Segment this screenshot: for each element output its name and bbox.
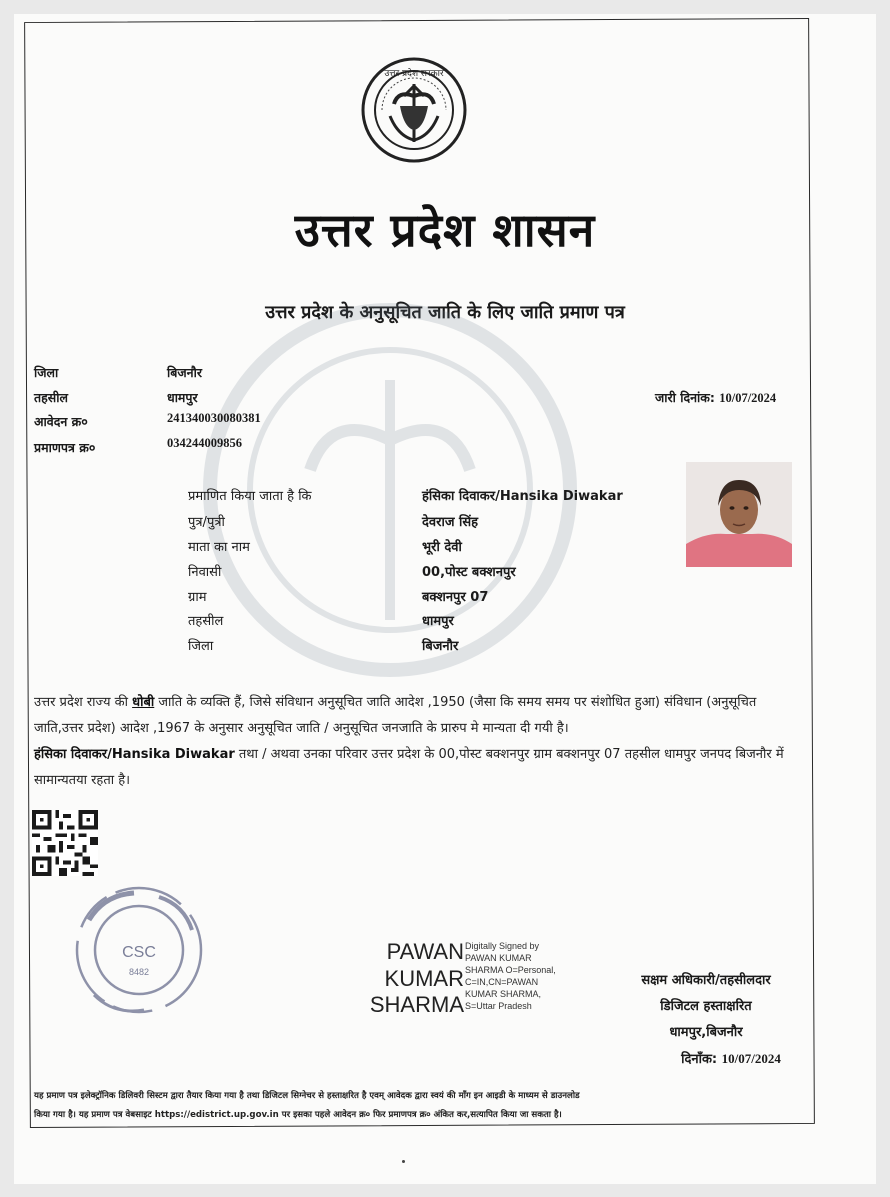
statement-holder-name: हंसिका दिवाकर/Hansika Diwakar (34, 747, 235, 762)
signer-name-line3: SHARMA (369, 992, 464, 1017)
detail-label: तहसील (188, 614, 224, 629)
officer-block (596, 968, 816, 1073)
detail-label: ग्राम (188, 590, 207, 605)
officer-date (596, 1046, 816, 1073)
footer-line1: यह प्रमाण पत्र इलेक्ट्रॉनिक डिलिवरी सिस्टम द्वारा तैयार किया गया है तथा डिजिटल सिग्नेचर से हस्ताक्षरित है एवम् आवेदक द्वारा स्वयं की माँग इन आइडी के माध्यम से डाउनलोड (34, 1091, 580, 1101)
application-number-label: आवेदन क्र० (34, 414, 88, 429)
detail-label: माता का नाम (188, 540, 250, 555)
statement-part2: जाति के व्यक्ति हैं, जिसे संविधान अनुसूचित जाति आदेश ,1950 (जैसा कि समय समय पर संशोधित हुआ) संविधान (अनुसूचित जाति,उत्तर प्रदेश) आदेश ,1967 के अनुसार अनुसूचित जाति / अनुसूचित जनजाति के प्रारुप मे मान्यता दी गयी है। (34, 695, 757, 736)
district-label: जिला (34, 365, 59, 380)
signature-detail-line: C=IN,CN=PAWAN (465, 977, 539, 987)
seal-code: 8482 (128, 967, 150, 977)
tehsil-label: तहसील (34, 390, 68, 405)
signature-detail-line: PAWAN KUMAR (465, 953, 532, 963)
footer-text: किया गया है। यह प्रमाण पत्र वेबसाइट (34, 1110, 155, 1120)
issue-date-value: 10/07/2024 (719, 391, 777, 405)
detail-value: बक्शनपुर 07 (422, 590, 489, 605)
page-title: उत्तर प्रदेश शासन (294, 203, 596, 257)
up-govt-emblem-logo (360, 56, 468, 164)
signer-name-line1: PAWAN (386, 939, 464, 964)
officer-place: धामपुर,बिजनौर (669, 1025, 743, 1040)
certificate-number-label: प्रमाणपत्र क्र० (34, 440, 96, 455)
detail-value: 00,पोस्ट बक्शनपुर (422, 565, 516, 580)
officer-date-label: दिनाँक: (681, 1052, 718, 1067)
signer-name-line2: KUMAR (384, 966, 464, 991)
svg-text:उत्तर प्रदेश सरकार: उत्तर प्रदेश सरकार (384, 69, 444, 79)
official-seal-stamp (64, 875, 214, 1025)
detail-value: देवराज सिंह (422, 515, 479, 530)
officer-title: सक्षम अधिकारी/तहसीलदार (641, 973, 771, 988)
scan-speck (402, 1160, 405, 1163)
caste-name: धोबी (132, 695, 155, 710)
seal-text: CSC (122, 944, 156, 961)
detail-label: निवासी (188, 565, 222, 580)
district-value: बिजनौर (167, 365, 202, 380)
footer-text: पर इसका पहले आवेदन क्र० फिर प्रमाणपत्र क्र० अंकित कर,सत्यापित किया जा सकता है। (278, 1110, 562, 1120)
application-number-value: 241340030080381 (167, 411, 261, 425)
officer-date-value: 10/07/2024 (721, 1051, 781, 1066)
signature-detail-line: Digitally Signed by (465, 941, 540, 951)
detail-label: जिला (188, 639, 214, 654)
signature-detail-line: KUMAR SHARMA, (465, 989, 542, 999)
officer-digitally-signed: डिजिटल हस्ताक्षरित (660, 999, 752, 1014)
statement-part1: उत्तर प्रदेश राज्य की (34, 695, 133, 710)
detail-label: पुत्र/पुत्री (188, 515, 225, 530)
certificate-subtitle: उत्तर प्रदेश के अनुसूचित जाति के लिए जाति प्रमाण पत्र (265, 302, 625, 323)
certificate-statement (34, 690, 794, 794)
statement-part3: तथा / अथवा उनका परिवार उत्तर प्रदेश के 00,पोस्ट बक्शनपुर ग्राम बक्शनपुर 07 तहसील धामपुर जनपद बिजनौर में सामान्यतया रहता है। (34, 747, 784, 788)
issue-date-label: जारी दिनांक: (655, 390, 715, 405)
detail-value: धामपुर (422, 614, 454, 629)
footer-line2 (34, 1106, 804, 1125)
detail-label: प्रमाणित किया जाता है कि (188, 489, 312, 504)
signature-details (465, 940, 556, 1012)
verification-url-link[interactable]: https://edistrict.up.gov.in (154, 1110, 279, 1120)
detail-value: हंसिका दिवाकर/Hansika Diwakar (422, 489, 623, 504)
certificate-number-value: 034244009856 (167, 436, 242, 450)
issue-date (655, 389, 776, 406)
detail-value: भूरी देवी (422, 540, 462, 555)
footer-note (34, 1087, 804, 1125)
qr-code[interactable] (31, 810, 99, 876)
detail-value: बिजनौर (422, 639, 459, 654)
tehsil-value: धामपुर (167, 390, 198, 405)
applicant-photo (686, 462, 792, 567)
signature-detail-line: S=Uttar Pradesh (465, 1001, 532, 1011)
signature-detail-line: SHARMA O=Personal, (465, 965, 556, 975)
